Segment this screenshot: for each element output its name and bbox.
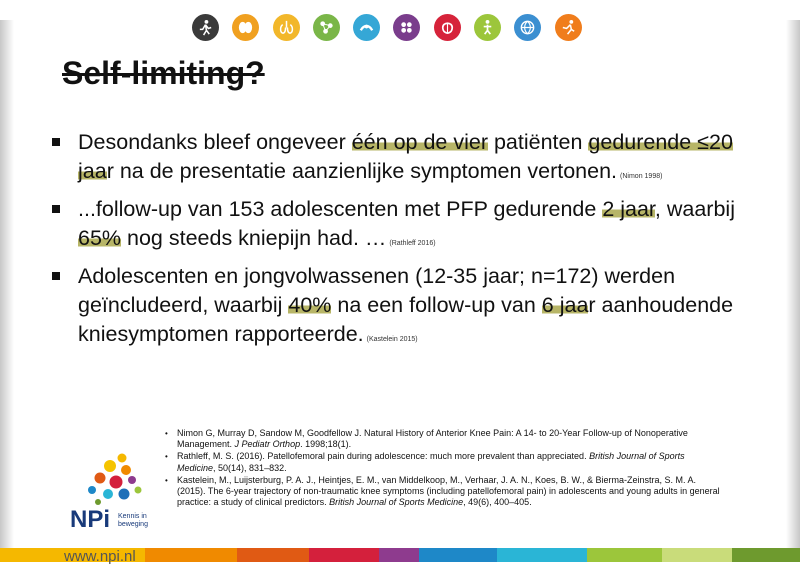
- bullet-text: r na de presentatie aanzienlijke symptomen vertonen.: [106, 159, 618, 183]
- brain-icon: [434, 14, 461, 41]
- color-bar-segment: [237, 548, 309, 562]
- reference-bullet-icon: •: [165, 429, 168, 438]
- color-bar-segment: [145, 548, 237, 562]
- running-person-icon: [192, 14, 219, 41]
- npi-logo-tagline: Kennis in beweging: [118, 513, 148, 528]
- citation: (Rathleff 2016): [389, 240, 436, 247]
- right-edge-shadow: [786, 20, 800, 550]
- molecule-icon: [313, 14, 340, 41]
- reference-bullet-icon: •: [165, 452, 168, 462]
- bullet-text: ...follow-up van 153 adolescenten met PFP gedurende: [78, 197, 603, 221]
- bullet-square-icon: [52, 138, 60, 146]
- citation: (Kastelein 2015): [366, 336, 418, 343]
- bullet-text: Adolescenten en jongvolwassenen (12-35 jaar; n=172) werden geïncludeerd, waarbij: [78, 264, 676, 317]
- bullet-text: na een follow-up van: [331, 293, 542, 317]
- bullet-text: Desondanks bleef ongeveer: [78, 130, 352, 154]
- reference-text: Nimon G, Murray D, Sandow M, Goodfellow J. Natural History of Anterior Knee Pain: A 14- to 20-Year Follow-up of Nonoperative Management.: [177, 428, 688, 450]
- left-edge-shadow: [0, 20, 14, 550]
- globe-icon: [514, 14, 541, 41]
- reference-text: Kastelein, M., Luijsterburg, P. A. J., Heintjes, E. M., van Middelkoop, M., Verhaar, J. A. N., Koes, B. W., & Bierma-Zeinstra, S. M. A. (2015). The 6-year trajectory of non-traumatic knee symptoms (including patellofemoral pain) in adolescents and young adults in general practice: a study of clinical predictors.: [177, 474, 720, 508]
- bullet-text: r aanhoudende kniesymptomen rapporteerde.: [78, 293, 734, 346]
- highlighted-text: gedurende ≤20 jaa: [78, 130, 733, 183]
- bullet-item: [50, 128, 740, 191]
- highlighted-text: 40%: [288, 293, 332, 317]
- reference-details: , 49(6), 400–405.: [463, 497, 532, 508]
- color-bar-segment: [419, 548, 497, 562]
- highlighted-text: 2 jaar: [602, 197, 655, 221]
- reference-details: , 50(14), 831–832.: [213, 462, 287, 473]
- organ-icon: [232, 14, 259, 41]
- highlighted-text: 65%: [78, 226, 122, 250]
- color-bar-segment: [662, 548, 732, 562]
- reference-list: [163, 428, 723, 509]
- reference-item: [163, 475, 723, 509]
- highlighted-text: één op de vier: [351, 130, 488, 154]
- bullet-item: [50, 195, 740, 258]
- bullet-square-icon: [52, 272, 60, 280]
- body-icon: [474, 14, 501, 41]
- reference-item: [163, 451, 723, 473]
- citation: (Nimon 1998): [620, 173, 663, 180]
- bullet-text: nog steeds kniepijn had. …: [121, 226, 387, 250]
- color-bar-segment: [587, 548, 662, 562]
- reference-journal: British Journal of Sports Medicine: [329, 497, 464, 508]
- npi-logo-word: NPi: [70, 506, 111, 533]
- color-bar-segment: [732, 548, 800, 562]
- color-bar-segment: [309, 548, 379, 562]
- highlighted-text: 6 jaa: [541, 293, 589, 317]
- reference-bullet-icon: •: [165, 475, 168, 485]
- reference-item: [163, 428, 723, 450]
- sport-icon: [555, 14, 582, 41]
- joint-icon: [353, 14, 380, 41]
- reference-text: Rathleff, M. S. (2016). Patellofemoral pain during adolescence: much more prevalent than appreciated.: [177, 451, 590, 462]
- cells-icon: [393, 14, 420, 41]
- lungs-icon: [273, 14, 300, 41]
- theme-icon-row: [192, 14, 595, 48]
- color-bar-segment: [497, 548, 587, 562]
- slide-title: Self-limiting?: [62, 55, 265, 91]
- bullet-square-icon: [52, 205, 60, 213]
- bullet-text: , waarbij: [654, 197, 735, 221]
- bullet-list: [50, 128, 740, 358]
- reference-journal: J Pediatr Orthop: [234, 439, 301, 450]
- footer-url[interactable]: www.npi.nl: [64, 548, 136, 565]
- bullet-text: patiënten: [487, 130, 589, 154]
- reference-details: . 1998;18(1).: [300, 439, 352, 450]
- color-bar-segment: [379, 548, 419, 562]
- bullet-item: [50, 262, 740, 354]
- reference-journal: British Journal of Sports Medicine: [177, 451, 685, 473]
